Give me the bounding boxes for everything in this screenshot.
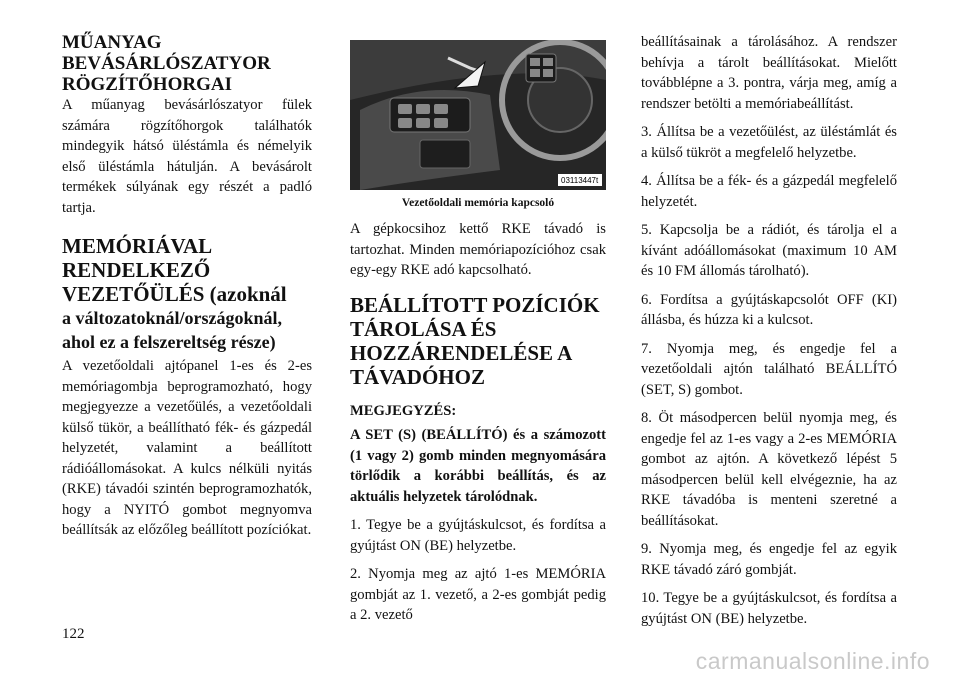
note-heading: MEGJEGYZÉS: <box>350 402 457 419</box>
column-middle <box>350 32 606 626</box>
page-number: 122 <box>62 626 85 642</box>
section-heading-shopping-bag-hooks: MŰANYAG BEVÁSÁRLÓSZATYOR RÖGZÍTŐHORGAI <box>62 32 271 95</box>
step-2-continued: beállításainak a tárolásához. A rendszer behívja a tárolt beállításokat. Mielőtt továbblépne a 3. pontra, várja meg, amíg a rendszer betölti a memóriabeállítást. <box>641 34 897 112</box>
heading-memory-seat-main: MEMÓRIÁVAL RENDELKEZŐ VEZETŐÜLÉS (azoknál <box>62 234 287 306</box>
section-heading-store-positions: BEÁLLÍTOTT POZÍCIÓK TÁROLÁSA ÉS HOZZÁRENDELÉSE A TÁVADÓHOZ <box>350 292 600 389</box>
heading-memory-seat-sub: a változatoknál/országoknál, ahol ez a felszereltség része) <box>62 308 283 352</box>
paragraph-memory-seat: A vezetőoldali ajtópanel 1-es és 2-es memóriagombja beprogramozható, hogy megjegyezze a vezetőülés, a vezetőoldali külső tükör, a beállítható fék- és gázpedál helyzetét, valamint a beállított rádióállomásokat. A kulcs nélküli nyitás (RKE) távadói szintén beprogramozhatók, hogy a NYITÓ gombot megnyomva beállítsák az előzőleg beállított pozíciókat. <box>62 358 312 538</box>
column-right <box>641 32 897 629</box>
figure-code: 03113447t <box>561 176 599 185</box>
step-5: 5. Kapcsolja be a rádiót, és tárolja el a kívánt adóállomásokat (maximum 10 AM és 10 FM állomás tárolható). <box>641 222 897 279</box>
section-heading-memory-seat <box>62 234 312 354</box>
note-body: A SET (S) (BEÁLLÍTÓ) és a számozott (1 vagy 2) gomb minden megnyomására törlődik a korábbi beállítás, és az aktuális helyzetek tárolódnak. <box>350 427 606 505</box>
step-1: 1. Tegye be a gyújtáskulcsot, és fordítsa a gyújtást ON (BE) helyzetbe. <box>350 517 606 554</box>
step-6: 6. Fordítsa a gyújtáskapcsolót OFF (KI) állásba, és húzza ki a kulcsot. <box>641 291 897 328</box>
step-4: 4. Állítsa be a fék- és a gázpedál megfelelő helyzetét. <box>641 173 897 210</box>
paragraph-shopping-bag-hooks: A műanyag bevásárlószatyor fülek számára rögzítőhorgok találhatók mindegyik hátsó üléstámla és némelyik első üléstámla hátulján. A bevásárolt termékek súlyának egy részét a padló tartja. <box>62 97 312 216</box>
watermark: carmanualsonline.info <box>695 648 930 674</box>
column-left <box>62 32 312 541</box>
figure-caption: Vezetőoldali memória kapcsoló <box>401 197 555 209</box>
paragraph-rke-transmitters: A gépkocsihoz kettő RKE távadó is tartozhat. Minden memóriapozícióhoz csak egy-egy RKE adó kapcsolható. <box>350 221 606 278</box>
door-panel-memory-switch-photo <box>350 40 606 190</box>
step-7: 7. Nyomja meg, és engedje fel a vezetőoldali ajtón található BEÁLLÍTÓ (SET, S) gombot. <box>641 340 897 398</box>
step-9: 9. Nyomja meg, és engedje fel az egyik RKE távadó záró gombját. <box>641 541 897 578</box>
step-10: 10. Tegye be a gyújtáskulcsot, és fordítsa a gyújtást ON (BE) helyzetbe. <box>641 590 897 627</box>
step-8: 8. Öt másodpercen belül nyomja meg, és engedje fel az 1-es vagy a 2-es MEMÓRIA gombot az ajtón. A következő lépést 5 másodpercen belül kell elvégeznie, ha az RKE távadóba is menteni szeretné a beállításokat. <box>641 410 897 529</box>
step-3: 3. Állítsa be a vezetőülést, az üléstámlát és a külső tükröt a megfelelő helyzetbe. <box>641 124 897 161</box>
door-panel-illustration <box>350 40 606 190</box>
step-2: 2. Nyomja meg az ajtó 1-es MEMÓRIA gombját az 1. vezető, a 2-es gombját pedig a 2. vezető <box>350 566 606 623</box>
